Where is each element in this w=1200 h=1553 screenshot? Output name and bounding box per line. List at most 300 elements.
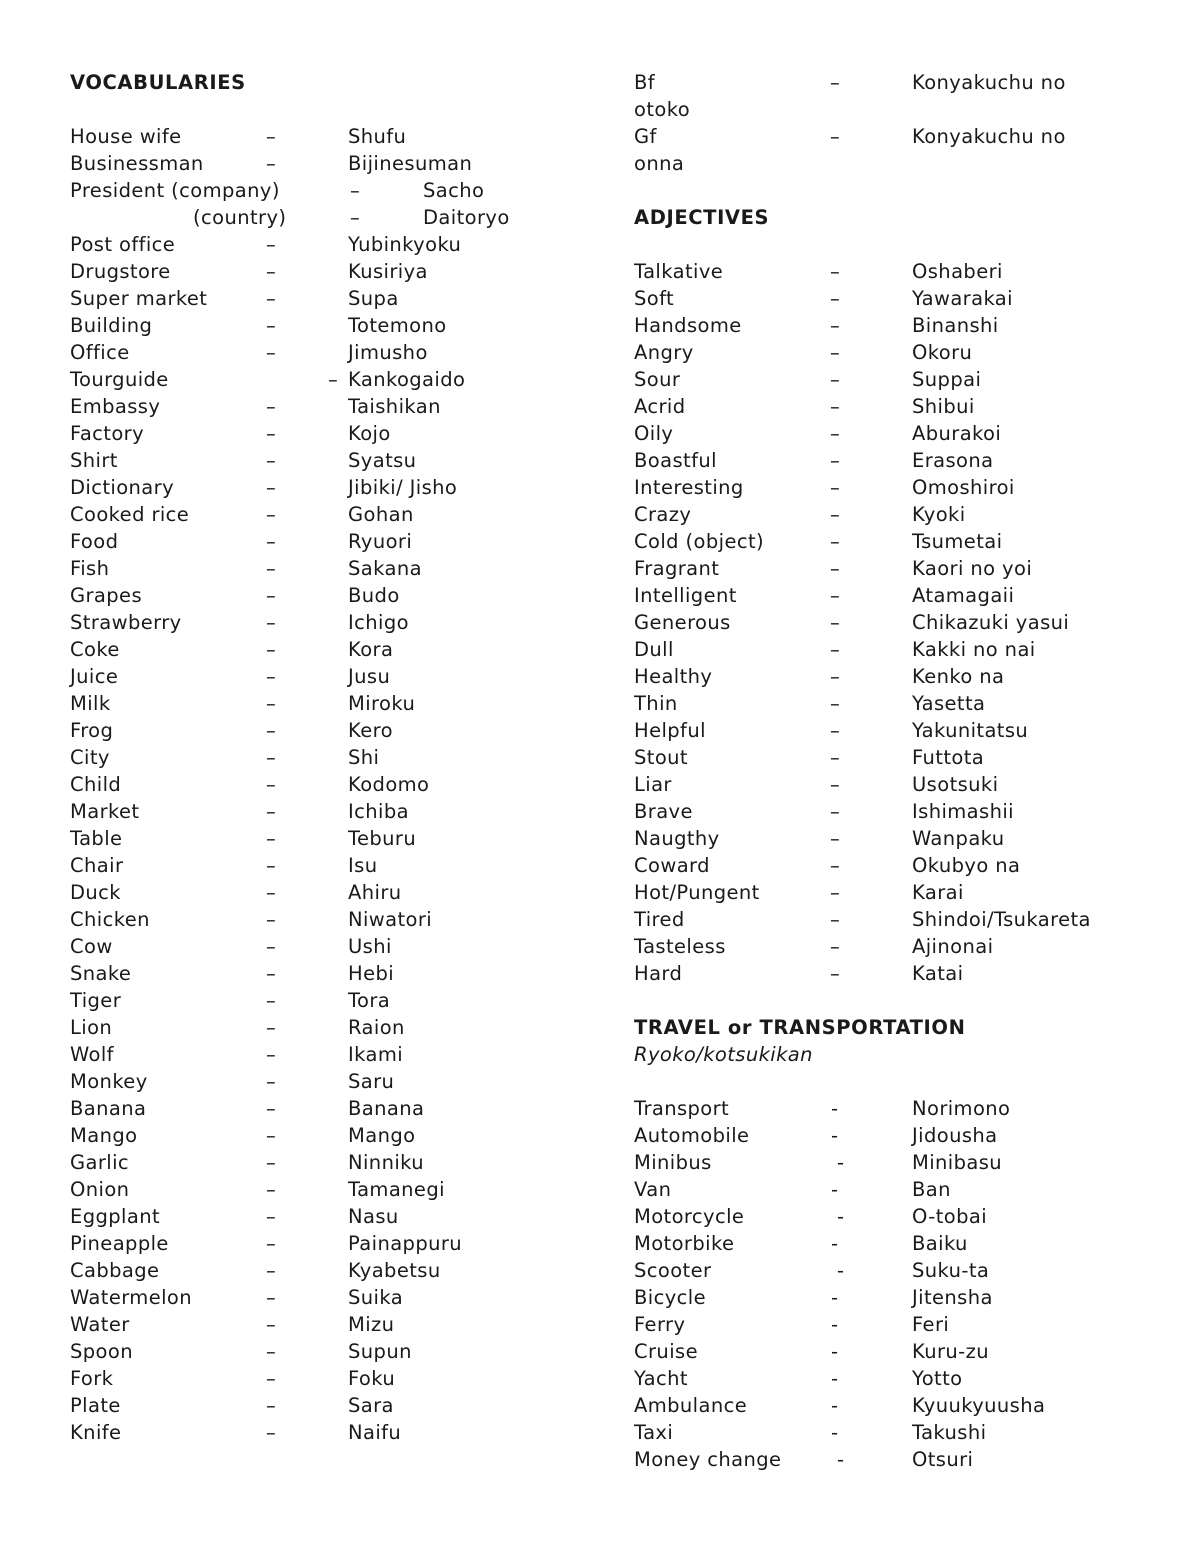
vocab-row [70,339,550,366]
vocab-term: Handsome [634,314,742,337]
vocab-dash: – [830,773,841,796]
travel-row [634,1392,1154,1419]
vocab-term: Businessman [70,152,204,175]
vocab-term: Fish [70,557,110,580]
adjectives-list [634,258,1154,987]
adjective-row [634,771,1154,798]
vocab-term: Chicken [70,908,150,931]
vocab-term: Fragrant [634,557,720,580]
vocab-dash: – [266,746,277,769]
vocab-meaning: Syatsu [348,449,417,472]
vocab-row [70,231,550,258]
vocab-meaning: Katai [912,962,964,985]
spacer [634,987,1154,1014]
vocab-term: Shirt [70,449,118,472]
adjective-row [634,852,1154,879]
vocab-meaning: Feri [912,1313,950,1336]
vocab-dash: – [266,1097,277,1120]
vocab-term: Coke [70,638,120,661]
vocab-dash: – [266,854,277,877]
vocab-meaning: Nasu [348,1205,399,1228]
vocab-meaning: Kusiriya [348,260,428,283]
vocab-row [70,906,550,933]
vocab-meaning: Banana [348,1097,425,1120]
vocab-term: Eggplant [70,1205,161,1228]
vocab-dash: - [837,1448,845,1471]
vocab-meaning: Ahiru [348,881,402,904]
vocab-meaning: Oshaberi [912,260,1003,283]
vocab-dash: – [830,746,841,769]
vocab-dash: – [830,314,841,337]
vocab-term: Sour [634,368,681,391]
vocab-row [70,1392,550,1419]
vocab-dash: – [830,422,841,445]
vocab-meaning: Jitensha [912,1286,993,1309]
vocab-dash: – [830,476,841,499]
vocab-row-gf-continued [634,150,1154,177]
vocab-meaning: Kakki no nai [912,638,1036,661]
vocab-dash: – [830,665,841,688]
travel-row [634,1203,1154,1230]
vocab-meaning: O-tobai [912,1205,988,1228]
vocab-dash: – [830,449,841,472]
vocab-term: Tired [634,908,685,931]
vocab-term: Minibus [634,1151,712,1174]
vocab-row [70,285,550,312]
vocab-term: Chair [70,854,124,877]
vocab-term: Stout [634,746,688,769]
vocab-meaning: Kero [348,719,393,742]
vocab-meaning: Budo [348,584,400,607]
vocab-meaning: Mango [348,1124,416,1147]
vocab-term: Bicycle [634,1286,706,1309]
vocab-meaning: Okubyo na [912,854,1021,877]
vocab-term: Talkative [634,260,724,283]
vocab-row [70,150,550,177]
vocab-term: Cow [70,935,113,958]
vocab-term: Snake [70,962,132,985]
vocab-dash: - [831,1421,839,1444]
vocab-row [70,663,550,690]
vocab-row [70,1338,550,1365]
vocab-term: Scooter [634,1259,712,1282]
vocab-dash: – [266,152,277,175]
vocab-meaning: Hebi [348,962,395,985]
spacer [70,96,550,123]
vocab-meaning: Kodomo [348,773,430,796]
vocab-dash: – [266,1259,277,1282]
vocab-dash: - [831,1097,839,1120]
vocab-dash: – [266,719,277,742]
vocab-meaning: Usotsuki [912,773,999,796]
vocab-row [70,1203,550,1230]
travel-row [634,1338,1154,1365]
travel-heading: TRAVEL or TRANSPORTATION [634,1016,966,1039]
vocab-term: Brave [634,800,693,823]
vocab-meaning: Futtota [912,746,985,769]
vocab-dash: – [830,611,841,634]
vocab-term: Bf [634,71,656,94]
vocab-term: Garlic [70,1151,130,1174]
vocab-term: Acrid [634,395,686,418]
vocab-meaning: Taishikan [348,395,441,418]
vocab-term: Helpful [634,719,706,742]
vocab-meaning: Ishimashii [912,800,1014,823]
vocab-term: Office [70,341,130,364]
vocab-dash: – [266,1340,277,1363]
vocab-term: Milk [70,692,111,715]
vocab-meaning: Ajinonai [912,935,994,958]
vocab-meaning: Isu [348,854,378,877]
vocab-dash: – [830,341,841,364]
adjective-row [634,366,1154,393]
vocab-dash: – [830,503,841,526]
vocab-term: Healthy [634,665,713,688]
vocab-dash: - [837,1205,845,1228]
vocab-term: Interesting [634,476,744,499]
vocab-row [70,1284,550,1311]
vocab-meaning: Suppai [912,368,982,391]
vocab-row [70,393,550,420]
vocab-meaning: Bijinesuman [348,152,473,175]
vocab-term: Plate [70,1394,121,1417]
vocab-meaning: Sakana [348,557,422,580]
vocab-dash: – [266,449,277,472]
vocab-term-continued: onna [634,152,685,175]
vocab-meaning: Jusu [348,665,391,688]
vocab-dash: – [328,368,339,391]
vocab-term: Monkey [70,1070,148,1093]
vocab-dash: - [831,1340,839,1363]
vocab-term: Tiger [70,989,122,1012]
vocab-term: Embassy [70,395,161,418]
vocab-term: Spoon [70,1340,133,1363]
vocab-dash: - [831,1313,839,1336]
vocab-meaning: Ryuori [348,530,413,553]
vocab-term: Gf [634,125,657,148]
travel-row [634,1419,1154,1446]
vocab-row [70,771,550,798]
vocab-meaning: Baiku [912,1232,968,1255]
vocab-meaning: Otsuri [912,1448,974,1471]
vocab-dash: – [830,719,841,742]
vocab-meaning: Gohan [348,503,414,526]
travel-row [634,1149,1154,1176]
adjective-row [634,798,1154,825]
vocab-row [70,312,550,339]
vocab-meaning: Supun [348,1340,412,1363]
vocab-term: Van [634,1178,672,1201]
vocab-dash: – [830,935,841,958]
vocab-dash: – [266,1043,277,1066]
vocab-term: Generous [634,611,731,634]
vocab-term: House wife [70,125,182,148]
vocab-row [70,1311,550,1338]
vocab-dash: – [266,962,277,985]
vocab-dash: – [266,422,277,445]
vocab-meaning: Atamagaii [912,584,1015,607]
vocab-row [70,1230,550,1257]
vocab-dash: – [266,881,277,904]
vocab-row [70,636,550,663]
adjective-row [634,285,1154,312]
vocab-term: Wolf [70,1043,114,1066]
vocab-term: Food [70,530,119,553]
vocab-term: Building [70,314,153,337]
vocab-term: Factory [70,422,145,445]
vocab-dash: – [266,1124,277,1147]
vocab-meaning: Chikazuki yasui [912,611,1070,634]
vocab-meaning: Norimono [912,1097,1011,1120]
vocab-dash: – [266,503,277,526]
vocab-row [70,609,550,636]
vocab-meaning: Mizu [348,1313,395,1336]
vocab-term: Grapes [70,584,143,607]
vocab-meaning: Jimusho [348,341,428,364]
vocab-term: Super market [70,287,208,310]
adjective-row [634,717,1154,744]
vocab-meaning: Naifu [348,1421,402,1444]
vocab-row [70,555,550,582]
vocab-term: Hard [634,962,683,985]
vocab-dash: – [266,1151,277,1174]
adjective-row [634,528,1154,555]
vocab-dash: – [830,638,841,661]
vocab-row [70,1122,550,1149]
vocab-term: Dull [634,638,674,661]
vocab-meaning: Aburakoi [912,422,1002,445]
vocab-row [70,960,550,987]
adjective-row [634,501,1154,528]
travel-row [634,1446,1154,1473]
vocab-dash: – [830,800,841,823]
vocab-dash: – [830,287,841,310]
vocab-meaning: Yakunitatsu [912,719,1029,742]
vocab-meaning: Karai [912,881,964,904]
vocab-dash: - [831,1124,839,1147]
vocab-dash: – [266,1394,277,1417]
vocab-dash: – [830,395,841,418]
vocab-term: President (company) [70,179,280,202]
vocab-term: Lion [70,1016,113,1039]
vocab-term: Naugthy [634,827,720,850]
vocab-term: Dictionary [70,476,175,499]
vocab-term: Table [70,827,123,850]
adjective-row [634,474,1154,501]
vocab-dash: – [266,287,277,310]
adjective-row [634,879,1154,906]
vocab-term: Soft [634,287,675,310]
vocab-row [70,420,550,447]
vocab-dash: – [266,1421,277,1444]
vocab-term: Mango [70,1124,138,1147]
vocab-row [70,1149,550,1176]
vocab-meaning: Painappuru [348,1232,463,1255]
vocab-dash: – [830,71,841,94]
vocab-term: Hot/Pungent [634,881,760,904]
vocab-dash: – [266,989,277,1012]
vocab-meaning: Jidousha [912,1124,998,1147]
vocab-meaning: Daitoryo [423,206,510,229]
vocab-term: Drugstore [70,260,171,283]
vocab-meaning: Tora [348,989,391,1012]
vocab-term-continued: otoko [634,98,691,121]
adjective-row [634,960,1154,987]
vocab-meaning: Tsumetai [912,530,1003,553]
vocab-dash: - [837,1151,845,1174]
vocab-dash: – [266,908,277,931]
vocab-meaning: Kyoki [912,503,966,526]
vocab-term: Boastful [634,449,717,472]
vocab-list-c [70,393,550,1446]
vocab-term: Oily [634,422,674,445]
vocab-meaning: Omoshiroi [912,476,1015,499]
vocab-row-tourguide [70,366,550,393]
vocab-row [70,1257,550,1284]
vocab-meaning: Supa [348,287,399,310]
adjective-row [634,393,1154,420]
vocab-term: Juice [70,665,119,688]
vocab-dash: – [830,908,841,931]
travel-row [634,1230,1154,1257]
vocab-row-bf-continued [634,96,1154,123]
vocab-dash: – [266,476,277,499]
vocab-meaning: Yubinkyoku [348,233,462,256]
vocab-dash: – [830,557,841,580]
vocab-dash: – [266,1232,277,1255]
vocab-dash: - [831,1286,839,1309]
vocab-dash: – [830,368,841,391]
vocab-meaning: Miroku [348,692,416,715]
vocab-term: Liar [634,773,672,796]
left-column [70,69,550,1446]
travel-subtitle: Ryoko/kotsukikan [634,1043,813,1066]
vocab-meaning: Niwatori [348,908,433,931]
vocab-meaning: Suku-ta [912,1259,990,1282]
vocab-row [70,474,550,501]
vocab-term: Onion [70,1178,130,1201]
adjective-row [634,906,1154,933]
vocab-row [70,798,550,825]
vocabularies-heading: VOCABULARIES [70,71,246,94]
vocab-dash: - [831,1178,839,1201]
adjective-row [634,690,1154,717]
vocab-dash: - [837,1259,845,1282]
vocab-meaning: Ikami [348,1043,404,1066]
vocab-row [70,1095,550,1122]
vocab-dash: – [830,125,841,148]
vocab-term: Angry [634,341,694,364]
vocab-dash: – [266,314,277,337]
vocab-meaning: Kyuukyuusha [912,1394,1046,1417]
adjective-row [634,582,1154,609]
vocab-meaning: Sara [348,1394,394,1417]
vocab-meaning: Takushi [912,1421,987,1444]
vocab-term: Transport [634,1097,730,1120]
vocab-row [70,258,550,285]
vocab-meaning: Okoru [912,341,973,364]
vocab-meaning: Shibui [912,395,975,418]
vocab-row [70,852,550,879]
vocab-meaning: Erasona [912,449,994,472]
adjective-row [634,825,1154,852]
vocab-meaning: Konyakuchu no [912,71,1066,94]
vocab-row [70,528,550,555]
travel-list [634,1095,1154,1473]
vocab-dash: – [266,530,277,553]
adjective-row [634,636,1154,663]
travel-row [634,1095,1154,1122]
vocab-row-president [70,177,550,204]
vocab-row [70,879,550,906]
vocab-term: City [70,746,110,769]
vocab-dash: – [266,1178,277,1201]
vocab-dash: – [830,827,841,850]
vocab-meaning: Shindoi/Tsukareta [912,908,1091,931]
vocab-term: Ambulance [634,1394,748,1417]
adjective-row [634,555,1154,582]
vocab-list-a [70,123,550,177]
vocab-term: Yacht [634,1367,688,1390]
vocab-row [70,501,550,528]
vocab-dash: – [266,557,277,580]
vocab-term: Coward [634,854,710,877]
vocab-term: Market [70,800,140,823]
vocab-meaning: Kuru-zu [912,1340,989,1363]
vocab-row [70,717,550,744]
vocab-dash: – [266,1205,277,1228]
vocab-meaning: Yotto [912,1367,963,1390]
vocab-dash: – [266,800,277,823]
spacer [634,177,1154,204]
vocab-meaning: Sacho [423,179,485,202]
vocab-term: Tasteless [634,935,726,958]
travel-row [634,1284,1154,1311]
vocab-meaning: Minibasu [912,1151,1003,1174]
vocab-dash: - [831,1367,839,1390]
vocab-term: Ferry [634,1313,686,1336]
vocab-row [70,123,550,150]
vocab-dash: – [266,773,277,796]
vocab-list-b [70,231,550,366]
vocab-dash: – [266,827,277,850]
vocab-row [70,933,550,960]
vocab-dash: – [266,341,277,364]
vocab-dash: – [266,1286,277,1309]
vocab-meaning: Kankogaido [348,368,466,391]
vocab-dash: - [831,1394,839,1417]
vocab-term: Child [70,773,122,796]
vocab-meaning: Foku [348,1367,396,1390]
vocab-term: Money change [634,1448,782,1471]
vocab-meaning: Saru [348,1070,395,1093]
vocab-term: Frog [70,719,114,742]
vocab-term: Cooked rice [70,503,190,526]
vocab-meaning: Raion [348,1016,405,1039]
vocab-meaning: Suika [348,1286,404,1309]
vocab-meaning: Kyabetsu [348,1259,441,1282]
vocab-meaning: Kenko na [912,665,1005,688]
vocab-dash: – [266,692,277,715]
adjective-row [634,609,1154,636]
vocab-meaning: Ban [912,1178,951,1201]
vocab-row-country [70,204,550,231]
spacer [634,1068,1154,1095]
vocab-dash: – [350,179,361,202]
vocab-meaning: Ichiba [348,800,409,823]
vocab-term: Cabbage [70,1259,160,1282]
travel-row [634,1257,1154,1284]
